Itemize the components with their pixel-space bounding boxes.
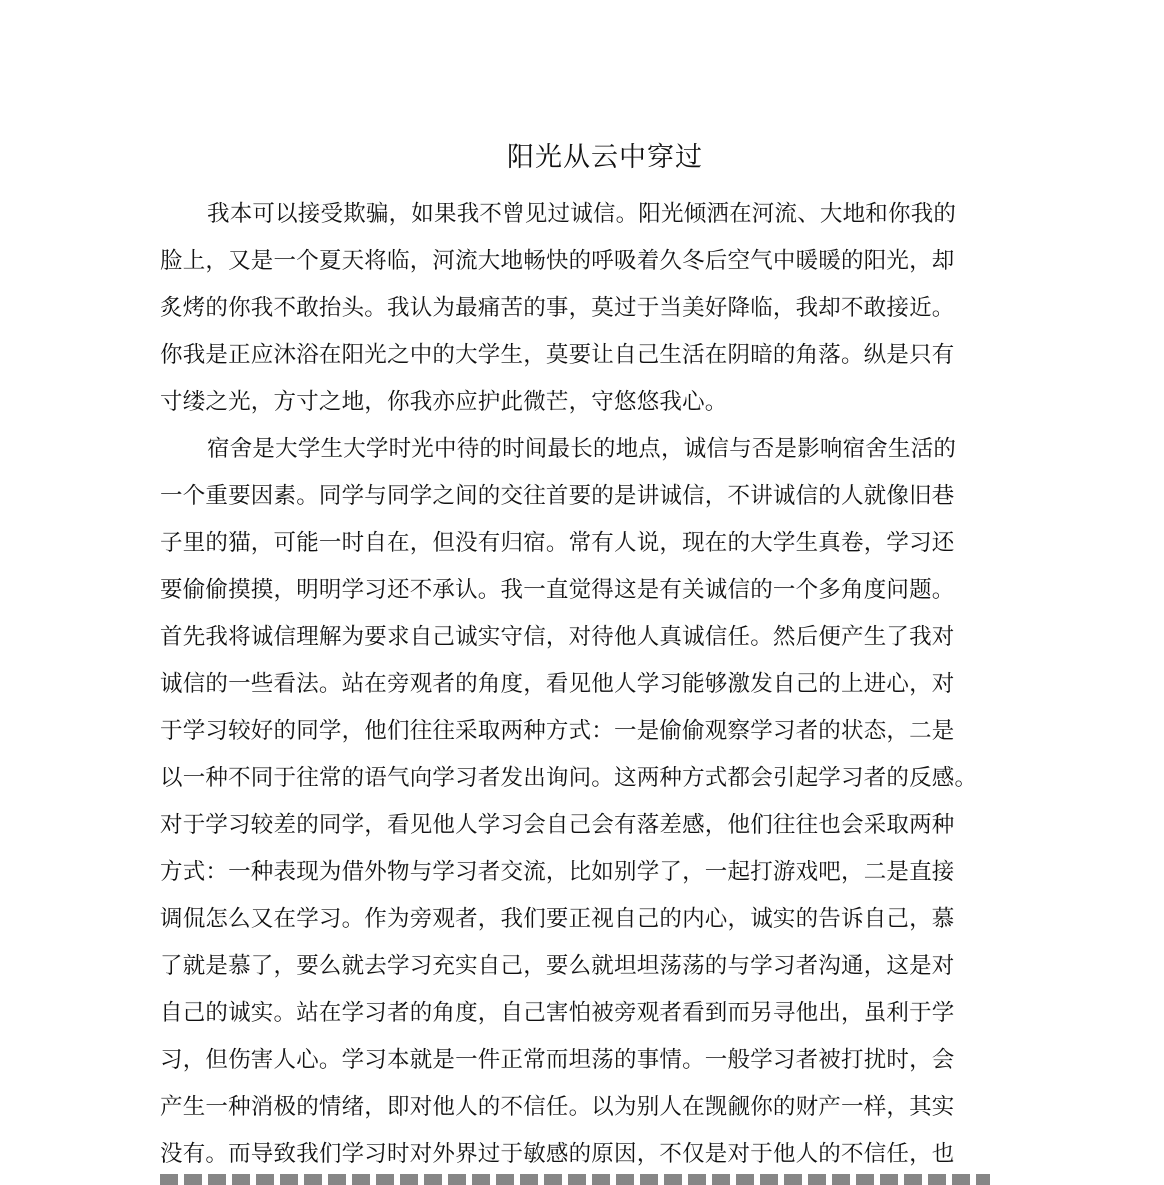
paragraph-1-line-4: 你我是正应沐浴在阳光之中的大学生，莫要让自己生活在阴暗的角落。纵是只有 — [160, 342, 955, 368]
paragraph-2-line-11: 调侃怎么又在学习。作为旁观者，我们要正视自己的内心，诚实的告诉自己，慕 — [160, 906, 955, 932]
paragraph-2-line-13: 自己的诚实。站在学习者的角度，自己害怕被旁观者看到而另寻他出，虽利于学 — [160, 1000, 955, 1026]
paragraph-2-line-16: 没有。而导致我们学习时对外界过于敏感的原因，不仅是对于他人的不信任，也 — [160, 1141, 955, 1167]
paragraph-2-line-2: 一个重要因素。同学与同学之间的交往首要的是讲诚信，不讲诚信的人就像旧巷 — [160, 483, 955, 509]
paragraph-1-line-5: 寸缕之光，方寸之地，你我亦应护此微芒，守悠悠我心。 — [160, 389, 728, 415]
document-title: 阳光从云中穿过 — [507, 142, 703, 173]
paragraph-2-line-1: 宿舍是大学生大学时光中待的时间最长的地点，诚信与否是影响宿舍生活的 — [207, 436, 957, 462]
paragraph-2-line-3: 子里的猫，可能一时自在，但没有归宿。常有人说，现在的大学生真卷，学习还 — [160, 530, 955, 556]
paragraph-2-line-6: 诚信的一些看法。站在旁观者的角度，看见他人学习能够激发自己的上进心，对 — [160, 671, 955, 697]
paragraph-2-line-14: 习，但伤害人心。学习本就是一件正常而坦荡的事情。一般学习者被打扰时，会 — [160, 1047, 955, 1073]
paragraph-2-line-15: 产生一种消极的情绪，即对他人的不信任。以为别人在觊觎你的财产一样，其实 — [160, 1094, 955, 1120]
paragraph-2-line-9: 对于学习较差的同学，看见他人学习会自己会有落差感，他们往往也会采取两种 — [160, 812, 955, 838]
paragraph-2-line-12: 了就是慕了，要么就去学习充实自己，要么就坦坦荡荡的与学习者沟通，这是对 — [160, 953, 955, 979]
partially-visible-next-line — [160, 1174, 990, 1185]
paragraph-1-line-2: 脸上，又是一个夏天将临，河流大地畅快的呼吸着久冬后空气中暖暖的阳光，却 — [160, 248, 955, 274]
paragraph-2-line-5: 首先我将诚信理解为要求自己诚实守信，对待他人真诚信任。然后便产生了我对 — [160, 624, 955, 650]
paragraph-1-line-3: 炙烤的你我不敢抬头。我认为最痛苦的事，莫过于当美好降临，我却不敢接近。 — [160, 295, 955, 321]
paragraph-2-line-8: 以一种不同于往常的语气向学习者发出询问。这两种方式都会引起学习者的反感。 — [160, 765, 978, 791]
document-body — [160, 191, 1010, 1178]
paragraph-1-line-1: 我本可以接受欺骗，如果我不曾见过诚信。阳光倾洒在河流、大地和你我的 — [207, 201, 957, 227]
paragraph-2-line-7: 于学习较好的同学，他们往往采取两种方式：一是偷偷观察学习者的状态，二是 — [160, 718, 955, 744]
paragraph-2-line-4: 要偷偷摸摸，明明学习还不承认。我一直觉得这是有关诚信的一个多角度问题。 — [160, 577, 955, 603]
paragraph-2-line-10: 方式：一种表现为借外物与学习者交流，比如别学了，一起打游戏吧，二是直接 — [160, 859, 955, 885]
truncated-text-fragment — [160, 1174, 990, 1185]
